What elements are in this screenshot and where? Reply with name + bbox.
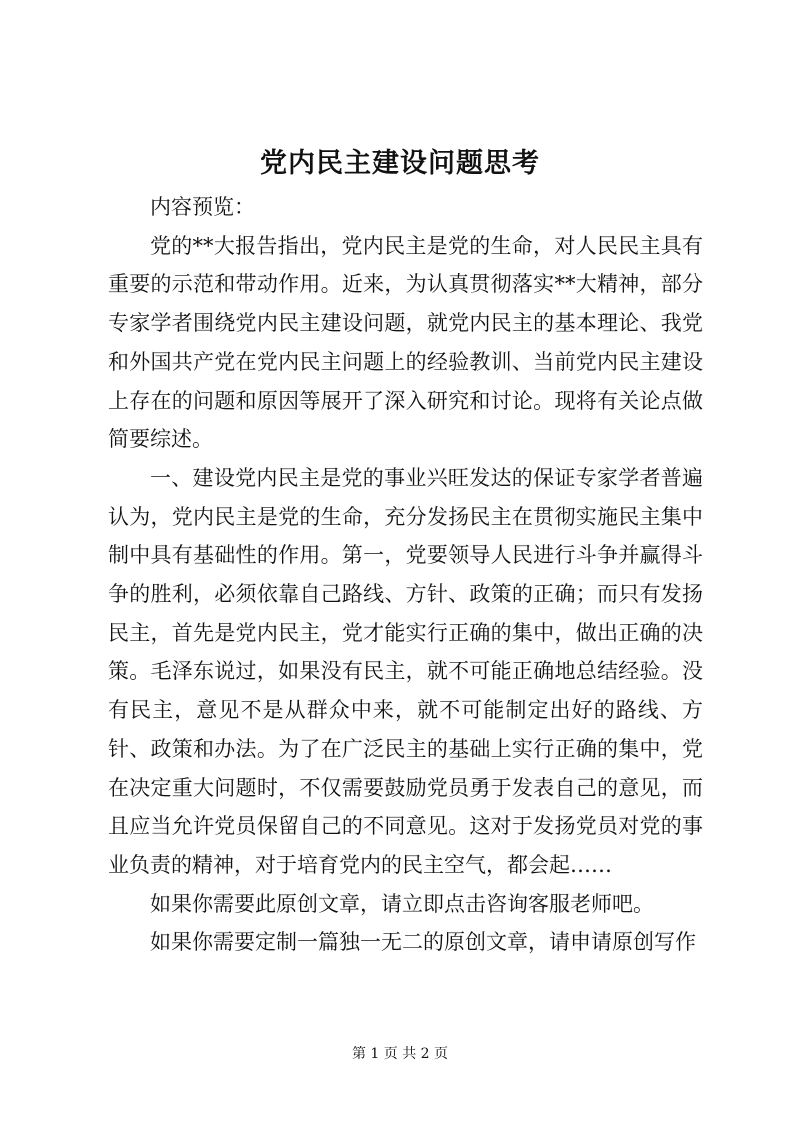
preview-label: 内容预览： xyxy=(150,195,255,219)
intro-paragraph: 党的**大报告指出，党内民主是党的生命，对人民民主具有重要的示范和带动作用。近来，为认真贯彻落实**大精神，部分专家学者围绕党内民主建设问题，就党内民主的基本理论、我党和外国共产党在党内民主问题上的经验教训、当前党内民主建设上存在的问题和原因等展开了深入研究和讨论。现将有关论点做简要综述。 xyxy=(108,233,703,452)
document-body xyxy=(108,188,703,962)
consult-prompt: 如果你需要此原创文章，请立即点击咨询客服老师吧。 xyxy=(150,891,654,916)
page-title: 党内民主建设问题思考 xyxy=(260,148,540,179)
custom-writing-prompt: 如果你需要定制一篇独一无二的原创文章，请申请原创写作 xyxy=(150,930,696,955)
section-one-paragraph: 一、建设党内民主是党的事业兴旺发达的保证专家学者普遍认为，党内民主是党的生命，充分发扬民主在贯彻实施民主集中制中具有基础性的作用。第一，党要领导人民进行斗争并赢得斗争的胜利，必须依靠自己路线、方针、政策的正确；而只有发扬民主，首先是党内民主，党才能实行正确的集中，做出正确的决策。毛泽东说过，如果没有民主，就不可能正确地总结经验。没有民主，意见不是从群众中来，就不可能制定出好的路线、方针、政策和办法。为了在广泛民主的基础上实行正确的集中，党在决定重大问题时，不仅需要鼓励党员勇于发表自己的意见，而且应当允许党员保留自己的不同意见。这对于发扬党员对党的事业负责的精神，对于培育党内的民主空气，都会起…… xyxy=(108,465,703,877)
page-footer: 第 1 页 共 2 页 xyxy=(351,1046,449,1062)
